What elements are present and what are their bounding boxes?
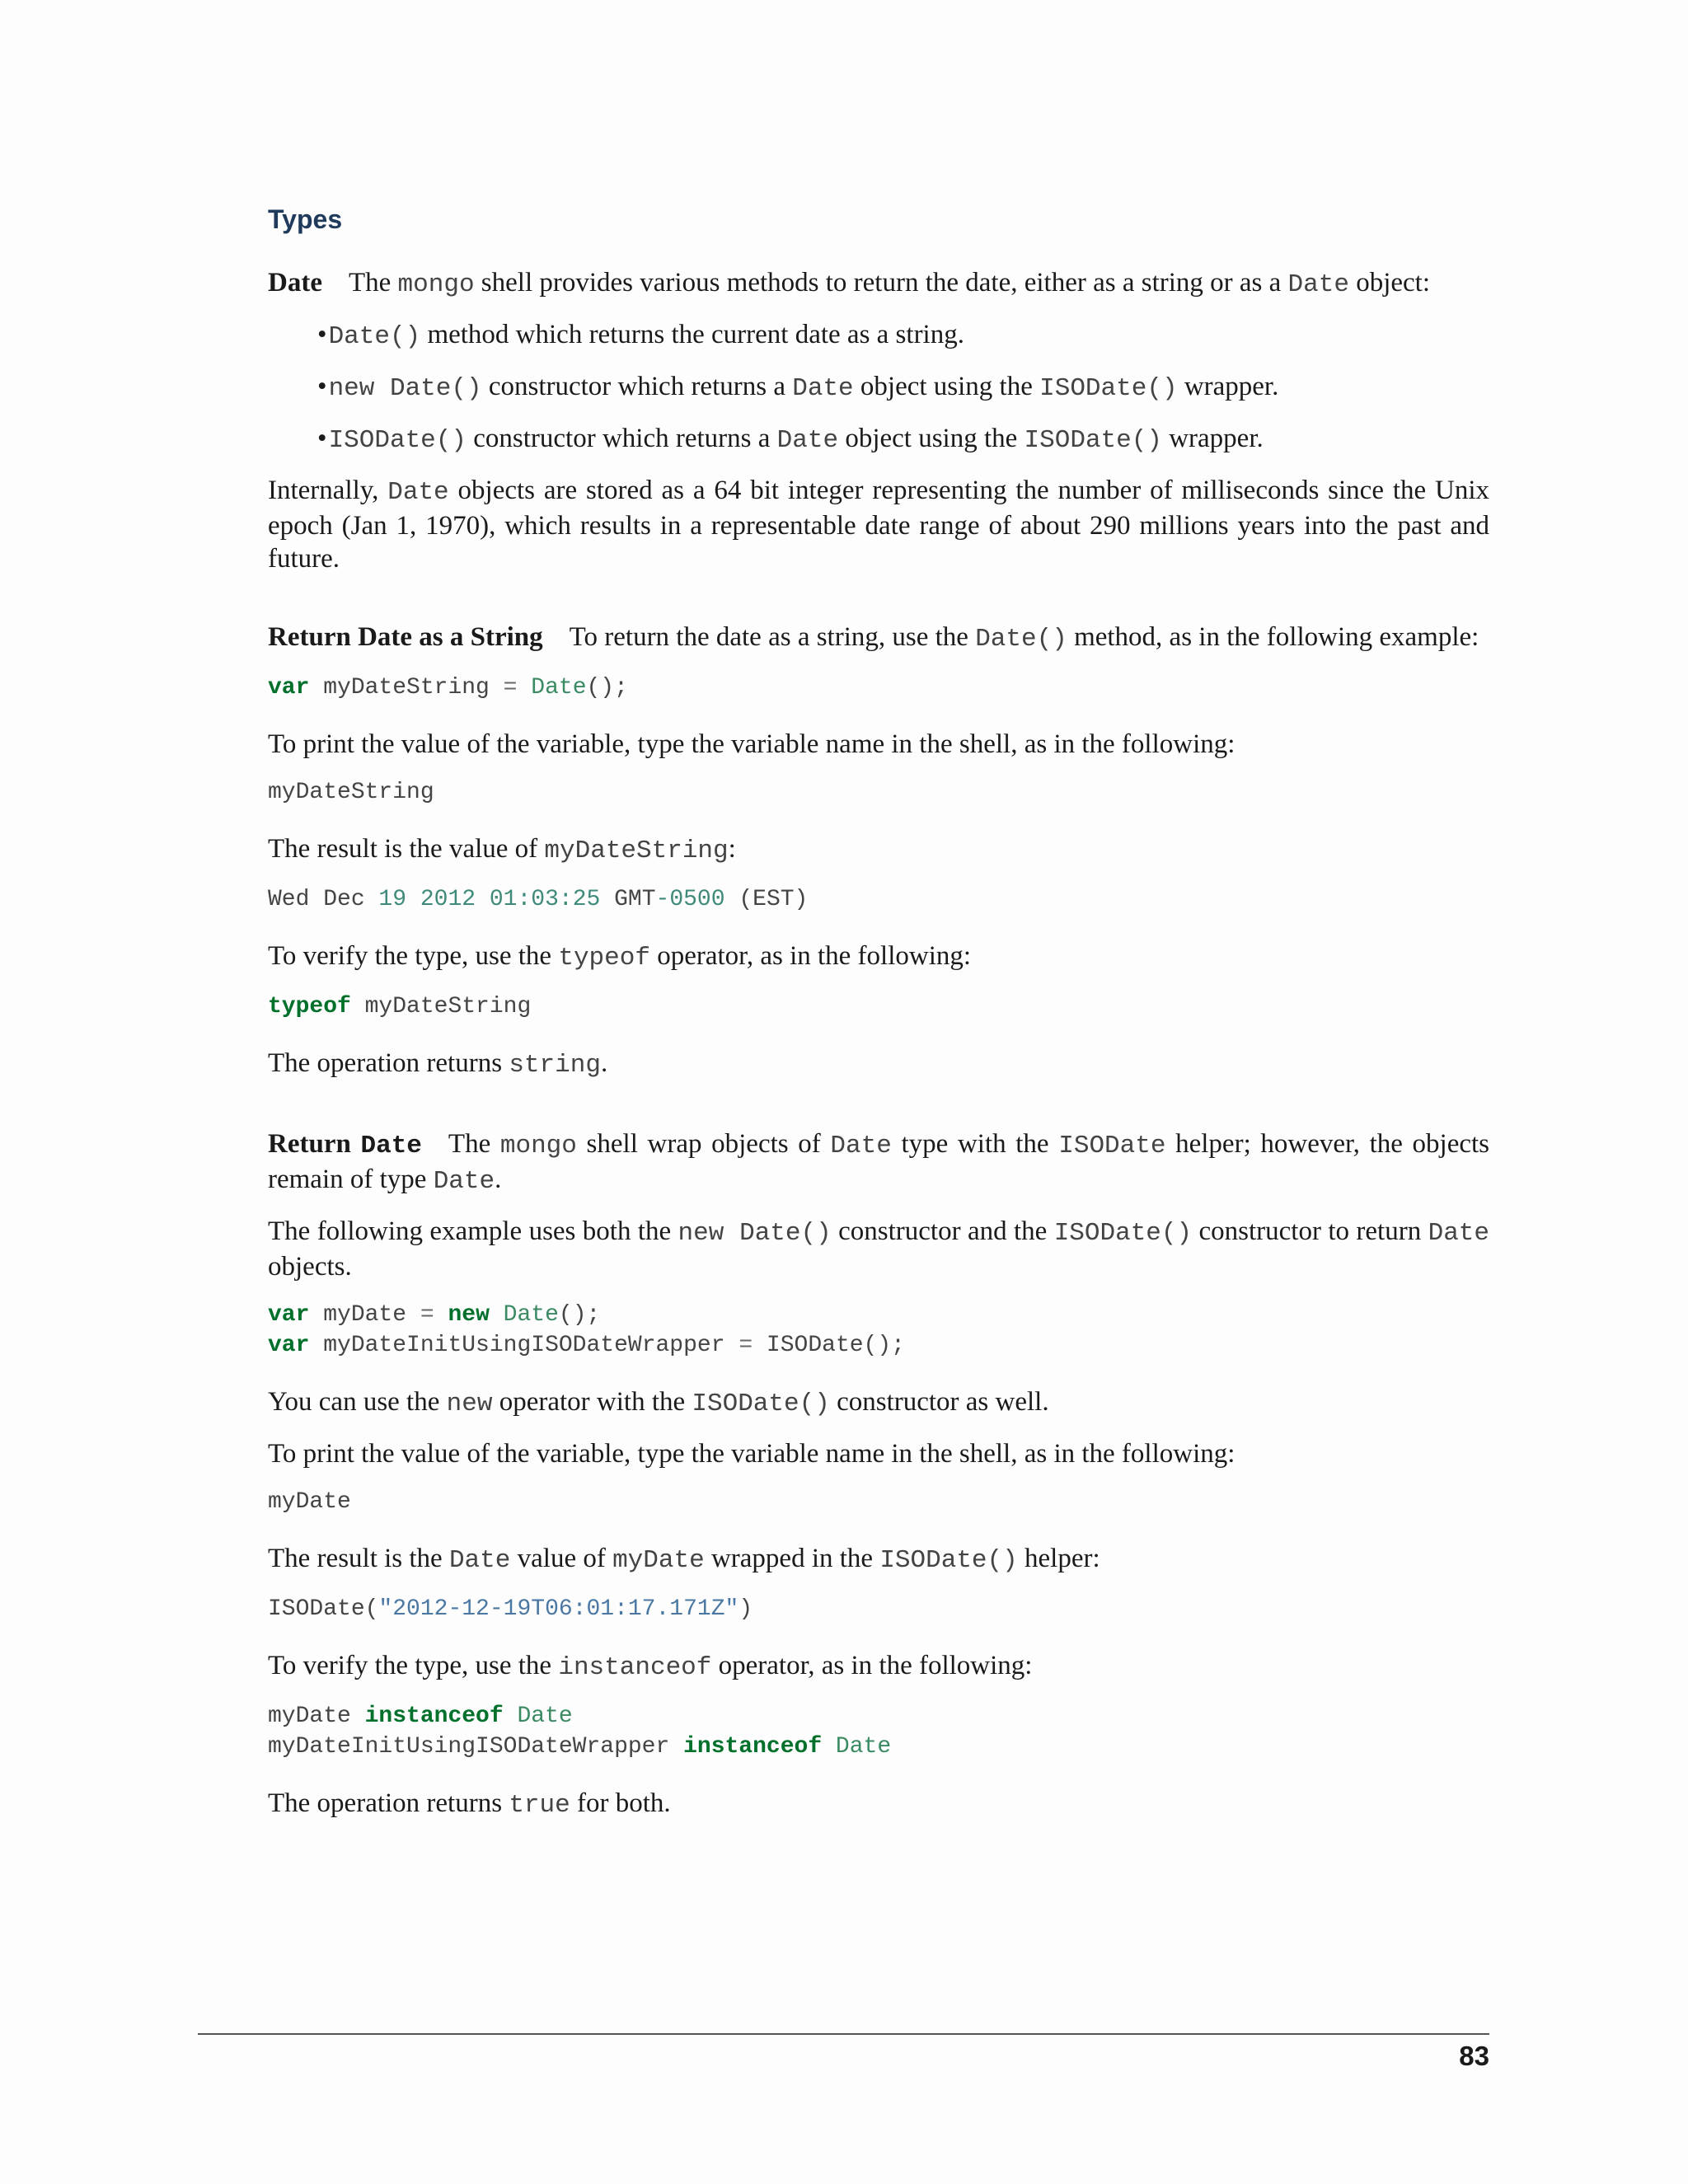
returns-true-text: The operation returns true for both. — [268, 1788, 671, 1820]
verify-instanceof-text: To verify the type, use the instanceof operator, as in the following: — [268, 1651, 1033, 1682]
string-intro: Return Date as a String To return the date as a string, use the Date() method, as in the following example: — [268, 622, 1479, 654]
bullet-isodate: •ISODate() constructor which returns a Date object using the ISODate() wrapper. — [317, 424, 1264, 455]
footer-divider — [198, 2033, 1489, 2035]
page-content — [268, 196, 1489, 1822]
string-term: Return Date as a String — [268, 622, 543, 652]
new-operator-text: You can use the new operator with the ISODate() constructor as well. — [268, 1387, 1049, 1418]
page-number: 83 — [1459, 2041, 1489, 2071]
code-block-var-mydatestring: var myDateString = Date(); — [268, 675, 628, 701]
print-instruction: To print the value of the variable, type the variable name in the shell, as in the following: — [268, 729, 1236, 759]
code-block-typeof: typeof myDateString — [268, 994, 532, 1019]
section-title: Types — [268, 204, 343, 234]
code-block-date-output: Wed Dec 19 2012 01:03:25 GMT-0500 (EST) — [268, 887, 809, 912]
return-date-intro: Return Date The mongo shell wrap objects of Date type with the ISODate helper; however, the objects remain of type Date. — [268, 1129, 1490, 1196]
verify-typeof-text: To verify the type, use the typeof operator, as in the following: — [268, 941, 972, 972]
bullet-new-date: •new Date() constructor which returns a Date object using the ISODate() wrapper. — [317, 372, 1279, 403]
return-date-term: Return Date — [268, 1129, 422, 1160]
bullet-date-method: •Date() method which returns the current date as a string. — [317, 320, 964, 351]
code-block-mydate: myDate — [268, 1489, 351, 1515]
returns-string-text: The operation returns string. — [268, 1048, 608, 1080]
date-intro: Date The mongo shell provides various methods to return the date, either as a string or as a Date object: — [268, 268, 1431, 299]
print-instruction-2: To print the value of the variable, type the variable name in the shell, as in the following: — [268, 1439, 1236, 1469]
code-block-instanceof: myDate instanceof Date myDateInitUsingISODateWrapper instanceof Date — [268, 1704, 892, 1760]
result-isodate-text: The result is the Date value of myDate wrapped in the ISODate() helper: — [268, 1544, 1100, 1575]
example-text: The following example uses both the new Date() constructor and the ISODate() constructor to return Date objects. — [268, 1216, 1490, 1282]
code-block-mydatestring: myDateString — [268, 780, 434, 805]
code-block-var-mydate: var myDate = new Date(); var myDateInitUsingISODateWrapper = ISODate(); — [268, 1302, 905, 1358]
date-term: Date — [268, 268, 322, 298]
code-block-isodate-output: ISODate("2012-12-19T06:01:17.171Z") — [268, 1596, 753, 1622]
result-text: The result is the value of myDateString: — [268, 834, 736, 865]
date-internal-paragraph: Internally, Date objects are stored as a 64 bit integer representing the number of milliseconds since the Unix epoch (Jan 1, 1970), which results in a representable date range of about 290 millions years into the past and future. — [268, 476, 1489, 574]
